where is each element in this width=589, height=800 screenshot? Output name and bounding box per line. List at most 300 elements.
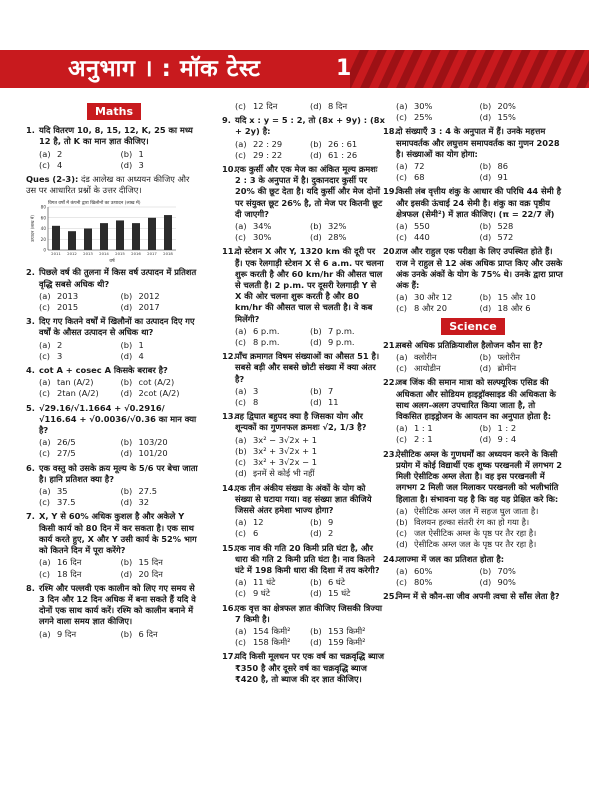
option[interactable]	[121, 388, 203, 399]
option[interactable]	[396, 352, 480, 363]
option[interactable]	[396, 161, 480, 172]
option-text: 15 और 10	[497, 292, 536, 303]
option-letter: (a)	[39, 339, 51, 350]
option-text: 6 घंटे	[328, 577, 346, 588]
options	[235, 326, 385, 348]
option-text: 72	[414, 161, 425, 172]
options	[39, 486, 202, 508]
question-text: प्लाज्मा में जल का प्रतिशत होता है:	[396, 553, 505, 564]
option[interactable]	[396, 303, 480, 314]
option[interactable]	[396, 577, 480, 588]
option[interactable]	[121, 497, 203, 508]
option-text: 3x² + 3√2x − 1	[253, 457, 318, 468]
option-text: 20%	[497, 101, 516, 111]
question	[383, 591, 563, 602]
option-letter: (a)	[396, 101, 408, 111]
option[interactable]	[480, 112, 564, 123]
option[interactable]	[39, 377, 121, 388]
option-text: ऐसीटिक अम्ल जल में सहज घुल जाता है।	[414, 505, 539, 516]
option-letter: (b)	[310, 221, 322, 232]
option-text: 9	[328, 517, 334, 528]
column-1	[26, 100, 202, 640]
y-tick-label: 80	[40, 204, 46, 210]
option-text: 30%	[414, 101, 433, 111]
option-text: 30%	[253, 232, 272, 243]
option[interactable]	[235, 468, 385, 479]
option-text: 2015	[57, 302, 79, 313]
question-number: 7.	[26, 511, 35, 522]
option[interactable]	[121, 437, 203, 448]
option-text: 3x² − 3√2x + 1	[253, 434, 318, 445]
question-number: 24.	[383, 553, 398, 564]
options	[396, 506, 563, 551]
option-letter: (a)	[39, 148, 51, 159]
question-text: X, Y से 60% अधिक कुशल है और अकेले Y किसी कार्य को 80 दिन में कर सकता है। एक साथ कार्य करते हुए, X और Y उसी कार्य के 52% भाग को कितने दिन में पूरा करेंगे?	[39, 511, 197, 556]
option[interactable]	[39, 557, 121, 568]
option[interactable]	[396, 172, 480, 183]
option[interactable]	[310, 232, 385, 243]
option[interactable]	[121, 291, 203, 302]
question	[383, 377, 563, 422]
question-number: 13.	[222, 411, 237, 422]
option[interactable]	[235, 221, 310, 232]
option[interactable]	[396, 101, 480, 112]
option[interactable]	[480, 221, 564, 232]
option-letter: (c)	[235, 232, 247, 243]
option-letter: (b)	[310, 517, 322, 528]
option-letter: (d)	[479, 112, 492, 123]
option[interactable]	[310, 337, 385, 348]
option-text: 1	[138, 148, 144, 159]
option-letter: (a)	[235, 325, 247, 336]
options	[39, 377, 202, 399]
question	[222, 543, 385, 577]
question	[222, 351, 385, 385]
question	[222, 115, 385, 137]
option-letter: (c)	[39, 568, 51, 579]
question-text: पिछले वर्ष की तुलना में किस वर्ष उत्पादन में प्रतिशत वृद्धि सबसे अधिक थी?	[39, 267, 197, 289]
option-letter: (d)	[120, 350, 133, 361]
x-tick-label: 2018	[163, 251, 173, 257]
option[interactable]	[396, 423, 480, 434]
options	[235, 435, 385, 480]
option[interactable]	[310, 101, 385, 112]
question	[383, 246, 563, 291]
option-text: 3	[138, 159, 144, 170]
options	[39, 557, 202, 579]
option[interactable]	[480, 566, 564, 577]
option-letter: (b)	[479, 565, 492, 576]
option-text: 60%	[414, 565, 433, 576]
option[interactable]	[480, 232, 564, 243]
option-letter: (c)	[235, 588, 247, 599]
question-text: एक वृत्त का क्षेत्रफल ज्ञात कीजिए जिसकी त्रिज्या 7 किमी है।	[235, 602, 383, 624]
option-text: 61 : 26	[328, 149, 358, 160]
option-letter: (d)	[479, 303, 492, 314]
option[interactable]	[121, 486, 203, 497]
option-letter: (c)	[235, 637, 247, 648]
option-text: 103/20	[138, 437, 168, 448]
option[interactable]	[39, 448, 121, 459]
option-text: 7	[328, 385, 334, 396]
option[interactable]	[396, 528, 563, 539]
option-letter: (c)	[39, 350, 51, 361]
option[interactable]	[480, 172, 564, 183]
option-text: 1 : 1	[414, 423, 433, 434]
question-text: राज और राहुल एक परीक्षा के लिए उपस्थित होते हैं। राज ने राहुल से 12 अंक अधिक प्राप्त किए और उसके अंक उनके अंकों के योग के 75% थे। उनके द्वारा प्राप्त अंक हैं:	[396, 246, 563, 291]
options	[39, 437, 202, 459]
question	[26, 403, 202, 437]
option[interactable]	[396, 506, 563, 517]
option-letter: (a)	[235, 385, 247, 396]
option[interactable]	[39, 569, 121, 580]
option[interactable]	[396, 566, 480, 577]
option[interactable]	[480, 363, 564, 374]
option-letter: (d)	[479, 363, 492, 374]
bar	[132, 224, 140, 251]
option-text: 11	[328, 397, 339, 408]
option-letter: (d)	[310, 397, 322, 408]
passage-text: दंड आलेख का अध्ययन कीजिए और उस पर आधारित प्रश्नों के उत्तर दीजिए।	[26, 174, 190, 196]
option[interactable]	[39, 437, 121, 448]
option-letter: (a)	[39, 437, 51, 448]
question-number: 16.	[222, 602, 237, 613]
question	[222, 483, 385, 517]
option[interactable]	[480, 101, 564, 112]
option-letter: (a)	[235, 517, 247, 528]
option-text: 70%	[497, 565, 516, 576]
option-letter: (b)	[310, 385, 322, 396]
options	[235, 386, 385, 408]
option-letter: (c)	[235, 457, 247, 468]
options	[396, 161, 563, 183]
option[interactable]	[396, 221, 480, 232]
option[interactable]	[235, 626, 310, 637]
section-maths: Maths	[87, 103, 141, 120]
option-letter: (d)	[479, 434, 492, 445]
option-letter: (d)	[310, 149, 322, 160]
option[interactable]	[396, 363, 480, 374]
y-tick-label: 0	[43, 247, 46, 253]
option[interactable]	[310, 517, 385, 528]
option-text: 153 किमी²	[328, 625, 366, 636]
option[interactable]	[235, 232, 310, 243]
option[interactable]	[235, 386, 310, 397]
option[interactable]	[235, 397, 310, 408]
option-text: 101/20	[138, 448, 168, 459]
question-number: 11.	[222, 246, 237, 257]
option-letter: (c)	[39, 388, 51, 399]
option-text: 550	[414, 221, 430, 232]
option[interactable]	[396, 517, 563, 528]
option-letter: (b)	[120, 339, 133, 350]
option-text: इनमें से कोई भी नहीं	[253, 468, 315, 479]
bar	[68, 232, 76, 251]
option[interactable]	[310, 577, 385, 588]
option[interactable]	[39, 160, 121, 171]
option[interactable]	[121, 569, 203, 580]
option-letter: (a)	[396, 292, 408, 303]
y-tick-label: 20	[40, 237, 46, 243]
option[interactable]	[39, 497, 121, 508]
option-text: 30 और 12	[414, 292, 453, 303]
option[interactable]	[39, 351, 121, 362]
option-letter: (d)	[120, 302, 133, 313]
question	[222, 603, 385, 625]
option[interactable]	[39, 388, 121, 399]
y-tick-label: 40	[40, 226, 46, 232]
question	[222, 411, 385, 433]
option-letter: (b)	[120, 486, 133, 497]
question	[383, 449, 563, 505]
y-tick-label: 60	[40, 215, 46, 221]
option-letter: (c)	[396, 112, 408, 123]
option-text: cot (A/2)	[138, 377, 175, 388]
option-text: 6 दिन	[138, 628, 158, 639]
options	[396, 352, 563, 374]
option-text: 528	[497, 221, 514, 232]
options	[396, 221, 563, 243]
option-letter: (b)	[120, 290, 133, 301]
option[interactable]	[235, 139, 310, 150]
option[interactable]	[235, 337, 310, 348]
option-letter: (a)	[235, 434, 247, 445]
option-letter: (a)	[396, 352, 408, 363]
chart-title: विगत वर्षों में कंपनी द्वारा खिलौनों का उत्पादन (लाख में)	[48, 201, 141, 207]
option-text: 4	[138, 350, 144, 361]
options	[39, 291, 202, 313]
option[interactable]	[310, 221, 385, 232]
option-text: 8 p.m.	[253, 337, 280, 348]
question-number: 1.	[26, 125, 35, 136]
option[interactable]	[310, 626, 385, 637]
option[interactable]	[310, 588, 385, 599]
x-tick-label: 2017	[147, 251, 157, 257]
option[interactable]	[235, 150, 310, 161]
option[interactable]	[480, 577, 564, 588]
option-text: 8	[253, 397, 259, 408]
option-letter: (c)	[39, 302, 51, 313]
option[interactable]	[235, 446, 385, 457]
option-text: 2013	[57, 290, 79, 301]
option[interactable]	[480, 423, 564, 434]
option[interactable]	[39, 149, 121, 160]
option[interactable]	[39, 340, 121, 351]
option-text: 2017	[138, 302, 160, 313]
option-text: 35	[57, 486, 68, 497]
option-letter: (a)	[39, 290, 51, 301]
option-text: 572	[497, 232, 514, 243]
option[interactable]	[310, 386, 385, 397]
option[interactable]	[310, 139, 385, 150]
question	[222, 246, 385, 324]
question	[26, 125, 202, 147]
x-tick-label: 2013	[83, 251, 93, 257]
option[interactable]	[235, 326, 310, 337]
bar	[148, 218, 156, 250]
page-title: अनुभाग । : मॉक टेस्ट	[68, 56, 261, 82]
question	[383, 126, 563, 160]
option[interactable]	[121, 448, 203, 459]
question	[26, 365, 202, 376]
option-letter: (a)	[39, 557, 51, 568]
option[interactable]	[396, 232, 480, 243]
option[interactable]	[121, 351, 203, 362]
option-letter: (a)	[235, 138, 247, 149]
option[interactable]	[235, 528, 310, 539]
option[interactable]	[480, 292, 564, 303]
option-letter: (c)	[396, 172, 408, 183]
option[interactable]	[39, 629, 121, 640]
options	[235, 139, 385, 161]
question-number: 12.	[222, 351, 237, 362]
option-letter: (a)	[235, 625, 247, 636]
bar	[52, 226, 60, 250]
option[interactable]	[121, 160, 203, 171]
option-letter: (a)	[39, 486, 51, 497]
option-text: ऐसीटिक अम्ल जल के पृष्ठ पर तैर रहा है।	[414, 539, 537, 550]
option[interactable]	[121, 377, 203, 388]
option-text: 68	[414, 172, 425, 183]
option[interactable]	[396, 292, 480, 303]
option[interactable]	[480, 303, 564, 314]
option-letter: (b)	[479, 292, 492, 303]
question	[26, 267, 202, 289]
option-letter: (d)	[120, 159, 133, 170]
bar	[84, 229, 92, 251]
option-text: फ्लोरीन	[497, 352, 520, 363]
question-number: 19.	[383, 186, 398, 197]
bar-chart	[30, 198, 180, 264]
option-letter: (c)	[235, 528, 247, 539]
question-text: दो स्टेशन X और Y, 1320 km की दूरी पर हैं। एक रेलगाड़ी स्टेशन X से 6 a.m. पर चलना शुरू करती है और 60 km/hr की औसत चाल से चलती है। 2 p.m. पर दूसरी रेलगाड़ी Y से X की ओर चलना शुरू करती है और 80 km/hr की औसत चाल से चलती है। वे कब मिलेंगी?	[235, 246, 384, 324]
option[interactable]	[235, 637, 310, 648]
option-letter: (b)	[120, 437, 133, 448]
column-3	[383, 100, 563, 602]
option-text: आयोडीन	[414, 363, 441, 374]
passage-label: Ques (2-3):	[26, 174, 79, 185]
options	[235, 221, 385, 243]
options	[235, 517, 385, 539]
option[interactable]	[235, 101, 310, 112]
option[interactable]	[39, 486, 121, 497]
option[interactable]	[396, 112, 480, 123]
option-letter: (b)	[479, 221, 492, 232]
option-text: 158 किमी²	[253, 637, 291, 648]
options	[39, 340, 202, 362]
option[interactable]	[39, 291, 121, 302]
option-letter: (a)	[39, 377, 51, 388]
option[interactable]	[310, 637, 385, 648]
option[interactable]	[235, 517, 310, 528]
option-text: 37.5	[57, 497, 76, 508]
option[interactable]	[235, 577, 310, 588]
question	[383, 340, 563, 351]
option-letter: (d)	[120, 388, 133, 399]
option-text: 15 दिन	[138, 557, 163, 568]
option-text: 440	[414, 232, 430, 243]
option[interactable]	[39, 302, 121, 313]
option[interactable]	[235, 588, 310, 599]
option-letter: (c)	[396, 528, 408, 539]
option-text: 25%	[414, 112, 433, 123]
option[interactable]	[396, 539, 563, 550]
option-text: 9 घंटे	[253, 588, 271, 599]
question	[26, 583, 202, 628]
question-number: 6.	[26, 462, 35, 473]
option-letter: (b)	[120, 377, 133, 388]
question-text: cot A + cosec A किसके बराबर है?	[39, 365, 168, 376]
option[interactable]	[310, 150, 385, 161]
option[interactable]	[480, 352, 564, 363]
option-letter: (c)	[39, 159, 51, 170]
option-text: 12 दिन	[253, 101, 278, 111]
options	[235, 577, 385, 599]
option[interactable]	[480, 434, 564, 445]
option-text: 27/5	[57, 448, 76, 459]
question-text: सबसे अधिक प्रतिक्रियाशील हैलोजन कौन सा है?	[396, 339, 543, 350]
option-text: 15%	[497, 112, 516, 123]
option[interactable]	[480, 161, 564, 172]
question-number: 23.	[383, 448, 398, 459]
option-letter: (c)	[396, 434, 408, 445]
options	[39, 149, 202, 171]
option[interactable]	[235, 435, 385, 446]
bar	[100, 224, 108, 251]
option-letter: (d)	[479, 576, 492, 587]
question-text: एक तीन अंकीय संख्या के अंकों के योग को संख्या से घटाया गया। वह संख्या ज्ञात कीजिये जिससे अंतर हमेशा भाज्य होगा?	[235, 482, 372, 515]
option[interactable]	[121, 302, 203, 313]
option-text: 86	[497, 161, 509, 172]
question	[222, 164, 385, 220]
option-text: 159 किमी²	[328, 637, 366, 648]
option-letter: (b)	[120, 148, 133, 159]
option[interactable]	[310, 397, 385, 408]
question-number: 3.	[26, 316, 35, 327]
option-text: 6 p.m.	[253, 325, 280, 336]
question-number: 17.	[222, 651, 237, 662]
option-letter: (b)	[479, 101, 492, 111]
option-text: 9 p.m.	[328, 337, 355, 348]
option-text: 1	[138, 339, 144, 350]
question-text: वह द्विघात बहुपद क्या है जिसका योग और शून्यकों का गुणनफल क्रमशः √2, 1/3 है?	[235, 411, 367, 433]
option[interactable]	[310, 528, 385, 539]
question-text: एक कुर्सी और एक मेज का अंकित मूल्य क्रमशः 2 : 3 के अनुपात में है। दुकानदार कुर्सी पर 20% की छूट देता है। यदि कुर्सी और मेज दोनों पर संयुक्त छूट 26% है, तो मेज पर कितनी छूट दी जाएगी?	[235, 164, 383, 219]
option-text: 29 : 22	[253, 149, 283, 160]
option[interactable]	[121, 340, 203, 351]
option[interactable]	[121, 149, 203, 160]
option[interactable]	[235, 457, 385, 468]
options	[396, 101, 563, 123]
option[interactable]	[121, 557, 203, 568]
option-text: 9 दिन	[57, 628, 77, 639]
option[interactable]	[310, 326, 385, 337]
option-letter: (c)	[396, 303, 408, 314]
question-number: 18.	[383, 126, 398, 137]
option[interactable]	[396, 434, 480, 445]
option-letter: (c)	[396, 363, 408, 374]
option-text: 2tan (A/2)	[57, 388, 99, 399]
option-text: 6	[253, 528, 259, 539]
option-letter: (b)	[310, 577, 322, 588]
question-text: दो संख्याएँ 3 : 4 के अनुपात में हैं। उनके महत्तम समापवर्तक और लघुत्तम समापवर्तक का गुणन 2028 है। संख्याओं का योग होगा:	[396, 126, 560, 159]
option-letter: (d)	[310, 337, 322, 348]
question	[26, 511, 202, 556]
option-text: 2 : 1	[414, 434, 433, 445]
option[interactable]	[121, 629, 203, 640]
option-letter: (b)	[396, 516, 408, 527]
option-letter: (d)	[310, 232, 322, 243]
